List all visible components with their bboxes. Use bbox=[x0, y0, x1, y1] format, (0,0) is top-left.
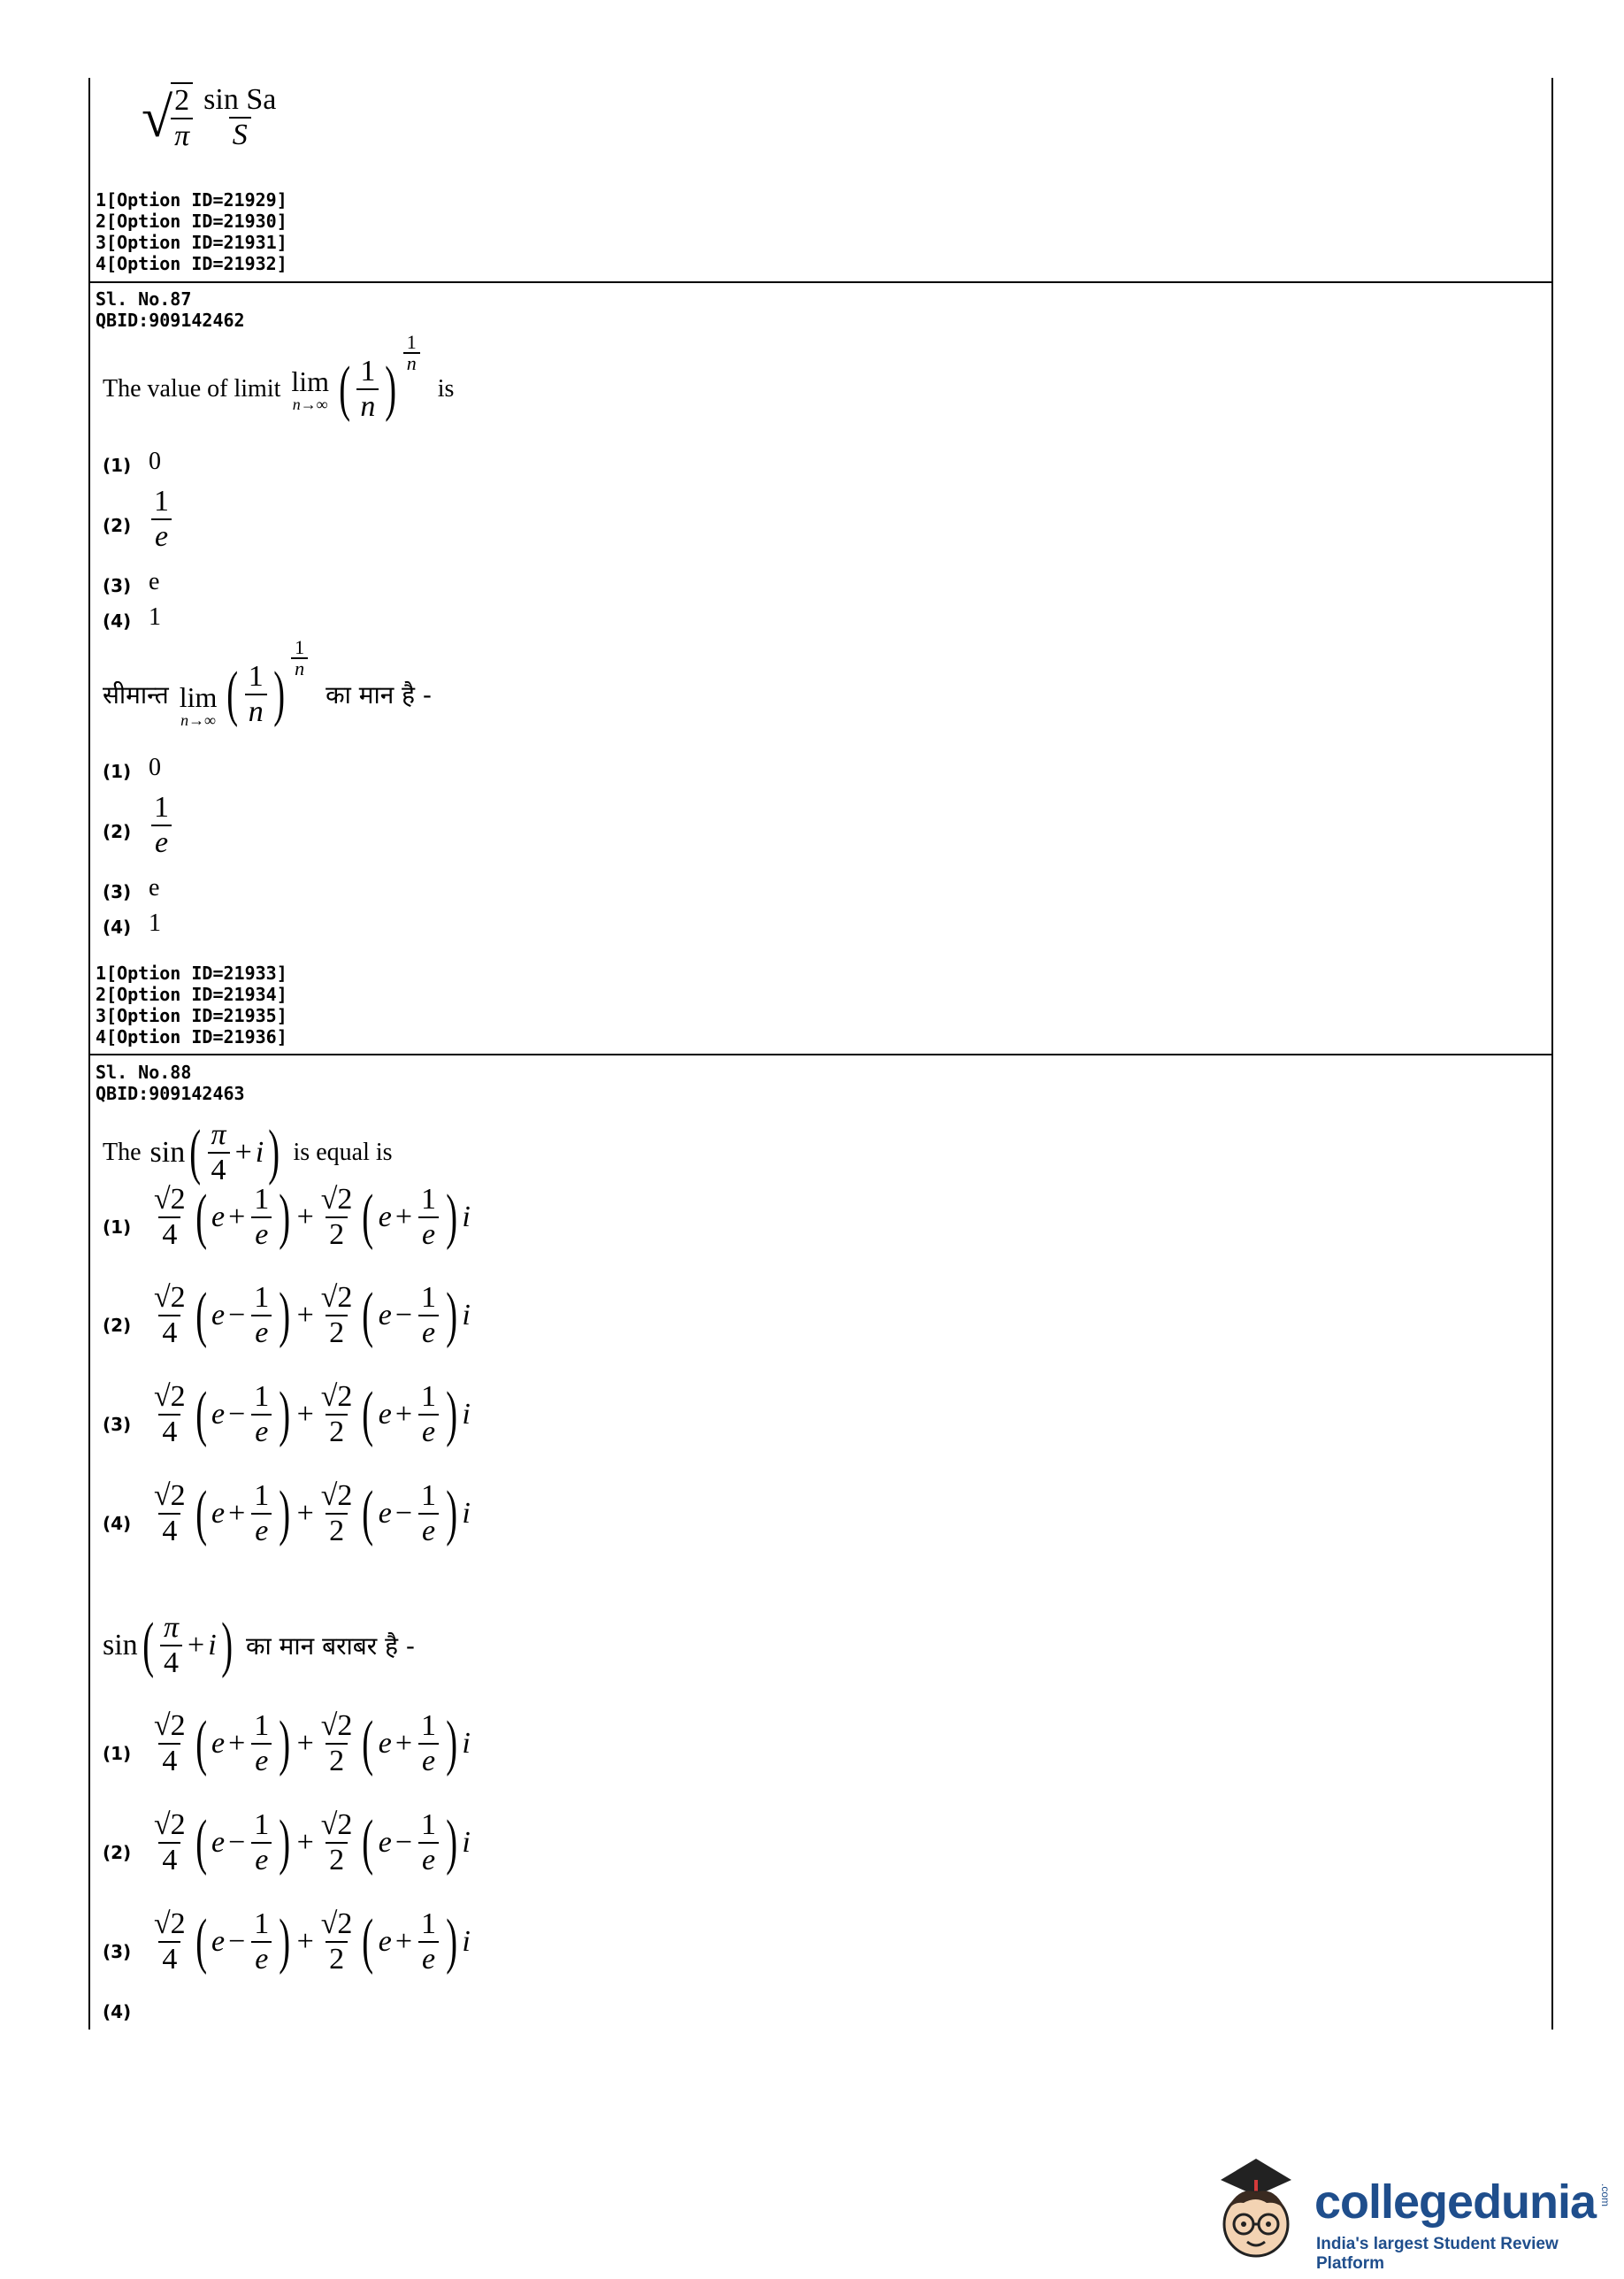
option-formula: $\frac{√2}{4}$ ( e + $\frac{1}{e}$ ) + $\frac{√2}{2}$ ( e + $\frac{1}{e}$ ) i bbox=[154, 1709, 471, 1777]
option-label: (4) bbox=[103, 2001, 132, 2022]
brand-tagline: India's largest Student Review Platform bbox=[1316, 2235, 1559, 2273]
collegedunia-logo bbox=[1203, 2150, 1619, 2274]
option-id: 3[Option ID=21935] bbox=[96, 1005, 287, 1026]
option-label: (1) bbox=[103, 1743, 132, 1764]
option-id: 4[Option ID=21936] bbox=[96, 1026, 287, 1047]
question-qbid: QBID:909142463 bbox=[96, 1083, 245, 1104]
option-value: 0 bbox=[149, 754, 161, 781]
option-label: (2) bbox=[103, 515, 132, 536]
question-divider bbox=[88, 1054, 1551, 1055]
option-id: 4[Option ID=21932] bbox=[96, 253, 287, 274]
option-label: (1) bbox=[103, 1216, 132, 1238]
option-id: 2[Option ID=21934] bbox=[96, 984, 287, 1005]
question-qbid: QBID:909142462 bbox=[96, 310, 245, 331]
option-label: (3) bbox=[103, 1941, 132, 1962]
prev-formula: √ $\frac{2}{\pi}$ $\frac{\text{sin Sa}}{S}$ bbox=[142, 83, 277, 152]
option-value: e bbox=[149, 874, 160, 902]
option-label: (2) bbox=[103, 1315, 132, 1336]
option-id: 2[Option ID=21930] bbox=[96, 211, 287, 232]
brand-name: collegedunia bbox=[1314, 2175, 1597, 2229]
option-value: 1 bbox=[149, 909, 161, 937]
option-id: 1[Option ID=21929] bbox=[96, 189, 287, 211]
option-value: 0 bbox=[149, 448, 161, 475]
question-divider bbox=[88, 281, 1551, 283]
option-label: (4) bbox=[103, 917, 132, 938]
option-id: 3[Option ID=21931] bbox=[96, 232, 287, 253]
brand-dotcom: .com bbox=[1599, 2183, 1612, 2207]
question-stem-en: The sin ( $\frac{\pi}{4}$ + i ) is equal is bbox=[103, 1117, 393, 1186]
option-formula: $\frac{√2}{4}$ ( e + $\frac{1}{e}$ ) + $\frac{√2}{2}$ ( e − $\frac{1}{e}$ ) i bbox=[154, 1479, 471, 1547]
option-formula: $\frac{√2}{4}$ ( e − $\frac{1}{e}$ ) + $\frac{√2}{2}$ ( e + $\frac{1}{e}$ ) i bbox=[154, 1907, 471, 1976]
question-serial: Sl. No.87 bbox=[96, 288, 192, 310]
option-label: (2) bbox=[103, 821, 132, 842]
option-formula: $\frac{√2}{4}$ ( e + $\frac{1}{e}$ ) + $\frac{√2}{2}$ ( e + $\frac{1}{e}$ ) i bbox=[154, 1183, 471, 1251]
option-label: (4) bbox=[103, 610, 132, 632]
option-label: (2) bbox=[103, 1842, 132, 1863]
question-stem-en: The value of limit lim n→∞ ( $\frac{1}{n}$ ) $\frac{1}{n}$ is bbox=[103, 331, 455, 423]
mascot-icon bbox=[1203, 2150, 1309, 2274]
option-label: (3) bbox=[103, 1414, 132, 1435]
option-id: 1[Option ID=21933] bbox=[96, 963, 287, 984]
question-serial: Sl. No.88 bbox=[96, 1062, 192, 1083]
option-value: 1 bbox=[149, 603, 161, 631]
question-stem-hi: sin ( $\frac{\pi}{4}$ + i ) का मान बराबर है - bbox=[103, 1610, 415, 1679]
option-formula: $\frac{√2}{4}$ ( e − $\frac{1}{e}$ ) + $\frac{√2}{2}$ ( e − $\frac{1}{e}$ ) i bbox=[154, 1808, 471, 1876]
question-stem-hi: सीमान्त lim n→∞ ( $\frac{1}{n}$ ) $\frac{1}{n}$ का मान है - bbox=[103, 636, 433, 729]
option-value: e bbox=[149, 568, 160, 595]
option-label: (1) bbox=[103, 455, 132, 476]
option-label: (1) bbox=[103, 761, 132, 782]
option-label: (3) bbox=[103, 575, 132, 596]
option-label: (4) bbox=[103, 1513, 132, 1534]
option-value: $\frac{1}{e}$ bbox=[149, 485, 174, 554]
option-formula: $\frac{√2}{4}$ ( e − $\frac{1}{e}$ ) + $\frac{√2}{2}$ ( e − $\frac{1}{e}$ ) i bbox=[154, 1281, 471, 1349]
option-value: $\frac{1}{e}$ bbox=[149, 791, 174, 860]
option-formula: $\frac{√2}{4}$ ( e − $\frac{1}{e}$ ) + $\frac{√2}{2}$ ( e + $\frac{1}{e}$ ) i bbox=[154, 1380, 471, 1448]
option-label: (3) bbox=[103, 881, 132, 902]
